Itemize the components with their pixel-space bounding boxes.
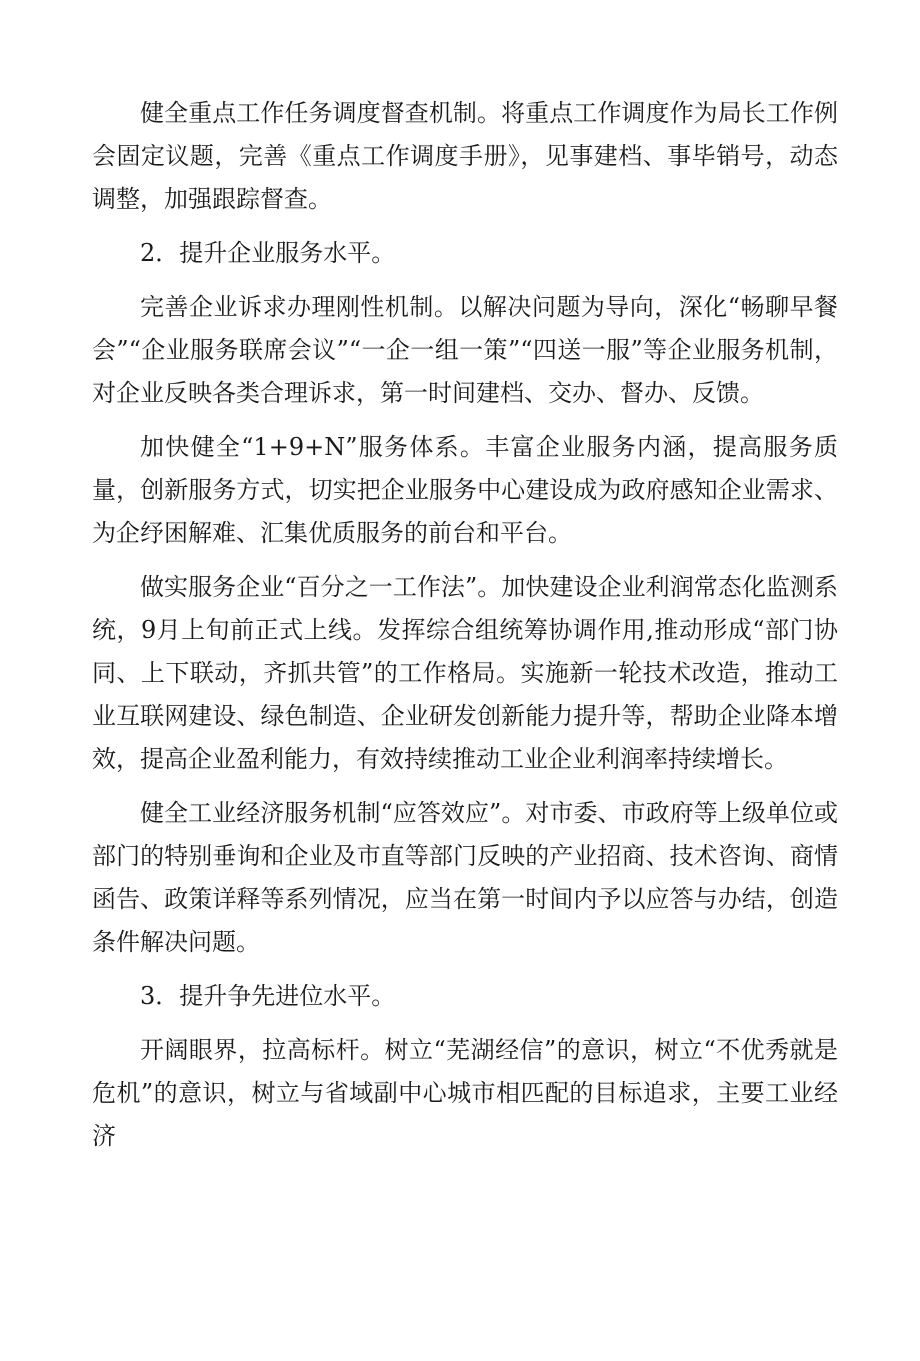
section-heading-2: 2．提升企业服务水平。 (140, 239, 396, 267)
section-heading-3: 3．提升争先进位水平。 (140, 982, 396, 1010)
document-body (92, 92, 838, 1169)
paragraph-response-mechanism: 健全工业经济服务机制“应答效应”。对市委、市政府等上级单位或部门的特别垂询和企业及市直等部门反映的产业招商、技术咨询、商情函告、政策详释等系列情况，应当在第一时间内予以应答与办结，创造条件解决问题。 (92, 799, 838, 956)
paragraph-one-percent-method: 做实服务企业“百分之一工作法”。加快建设企业利润常态化监测系统，9月上旬前正式上线。发挥综合组统筹协调作用,推动形成“部门协同、上下联动，齐抓共管”的工作格局。实施新一轮技术改造，推动工业互联网建设、绿色制造、企业研发创新能力提升等，帮助企业降本增效，提高企业盈利能力，有效持续推动工业企业利润率持续增长。 (92, 573, 838, 773)
paragraph-supervision-mechanism: 健全重点工作任务调度督查机制。将重点工作调度作为局长工作例会固定议题，完善《重点工作调度手册》，见事建档、事毕销号，动态调整，加强跟踪督查。 (92, 99, 838, 213)
paragraph-benchmark: 开阔眼界，拉高标杆。树立“芜湖经信”的意识，树立“不优秀就是危机”的意识，树立与省域副中心城市相匹配的目标追求，主要工业经济 (92, 1036, 838, 1150)
paragraph-service-system: 加快健全“1+9+N”服务体系。丰富企业服务内涵，提高服务质量，创新服务方式，切实把企业服务中心建设成为政府感知企业需求、为企纾困解难、汇集优质服务的前台和平台。 (92, 433, 838, 547)
paragraph-enterprise-demands: 完善企业诉求办理刚性机制。以解决问题为导向，深化“畅聊早餐会”“企业服务联席会议”“一企一组一策”“四送一服”等企业服务机制，对企业反映各类合理诉求，第一时间建档、交办、督办、反馈。 (92, 293, 838, 407)
